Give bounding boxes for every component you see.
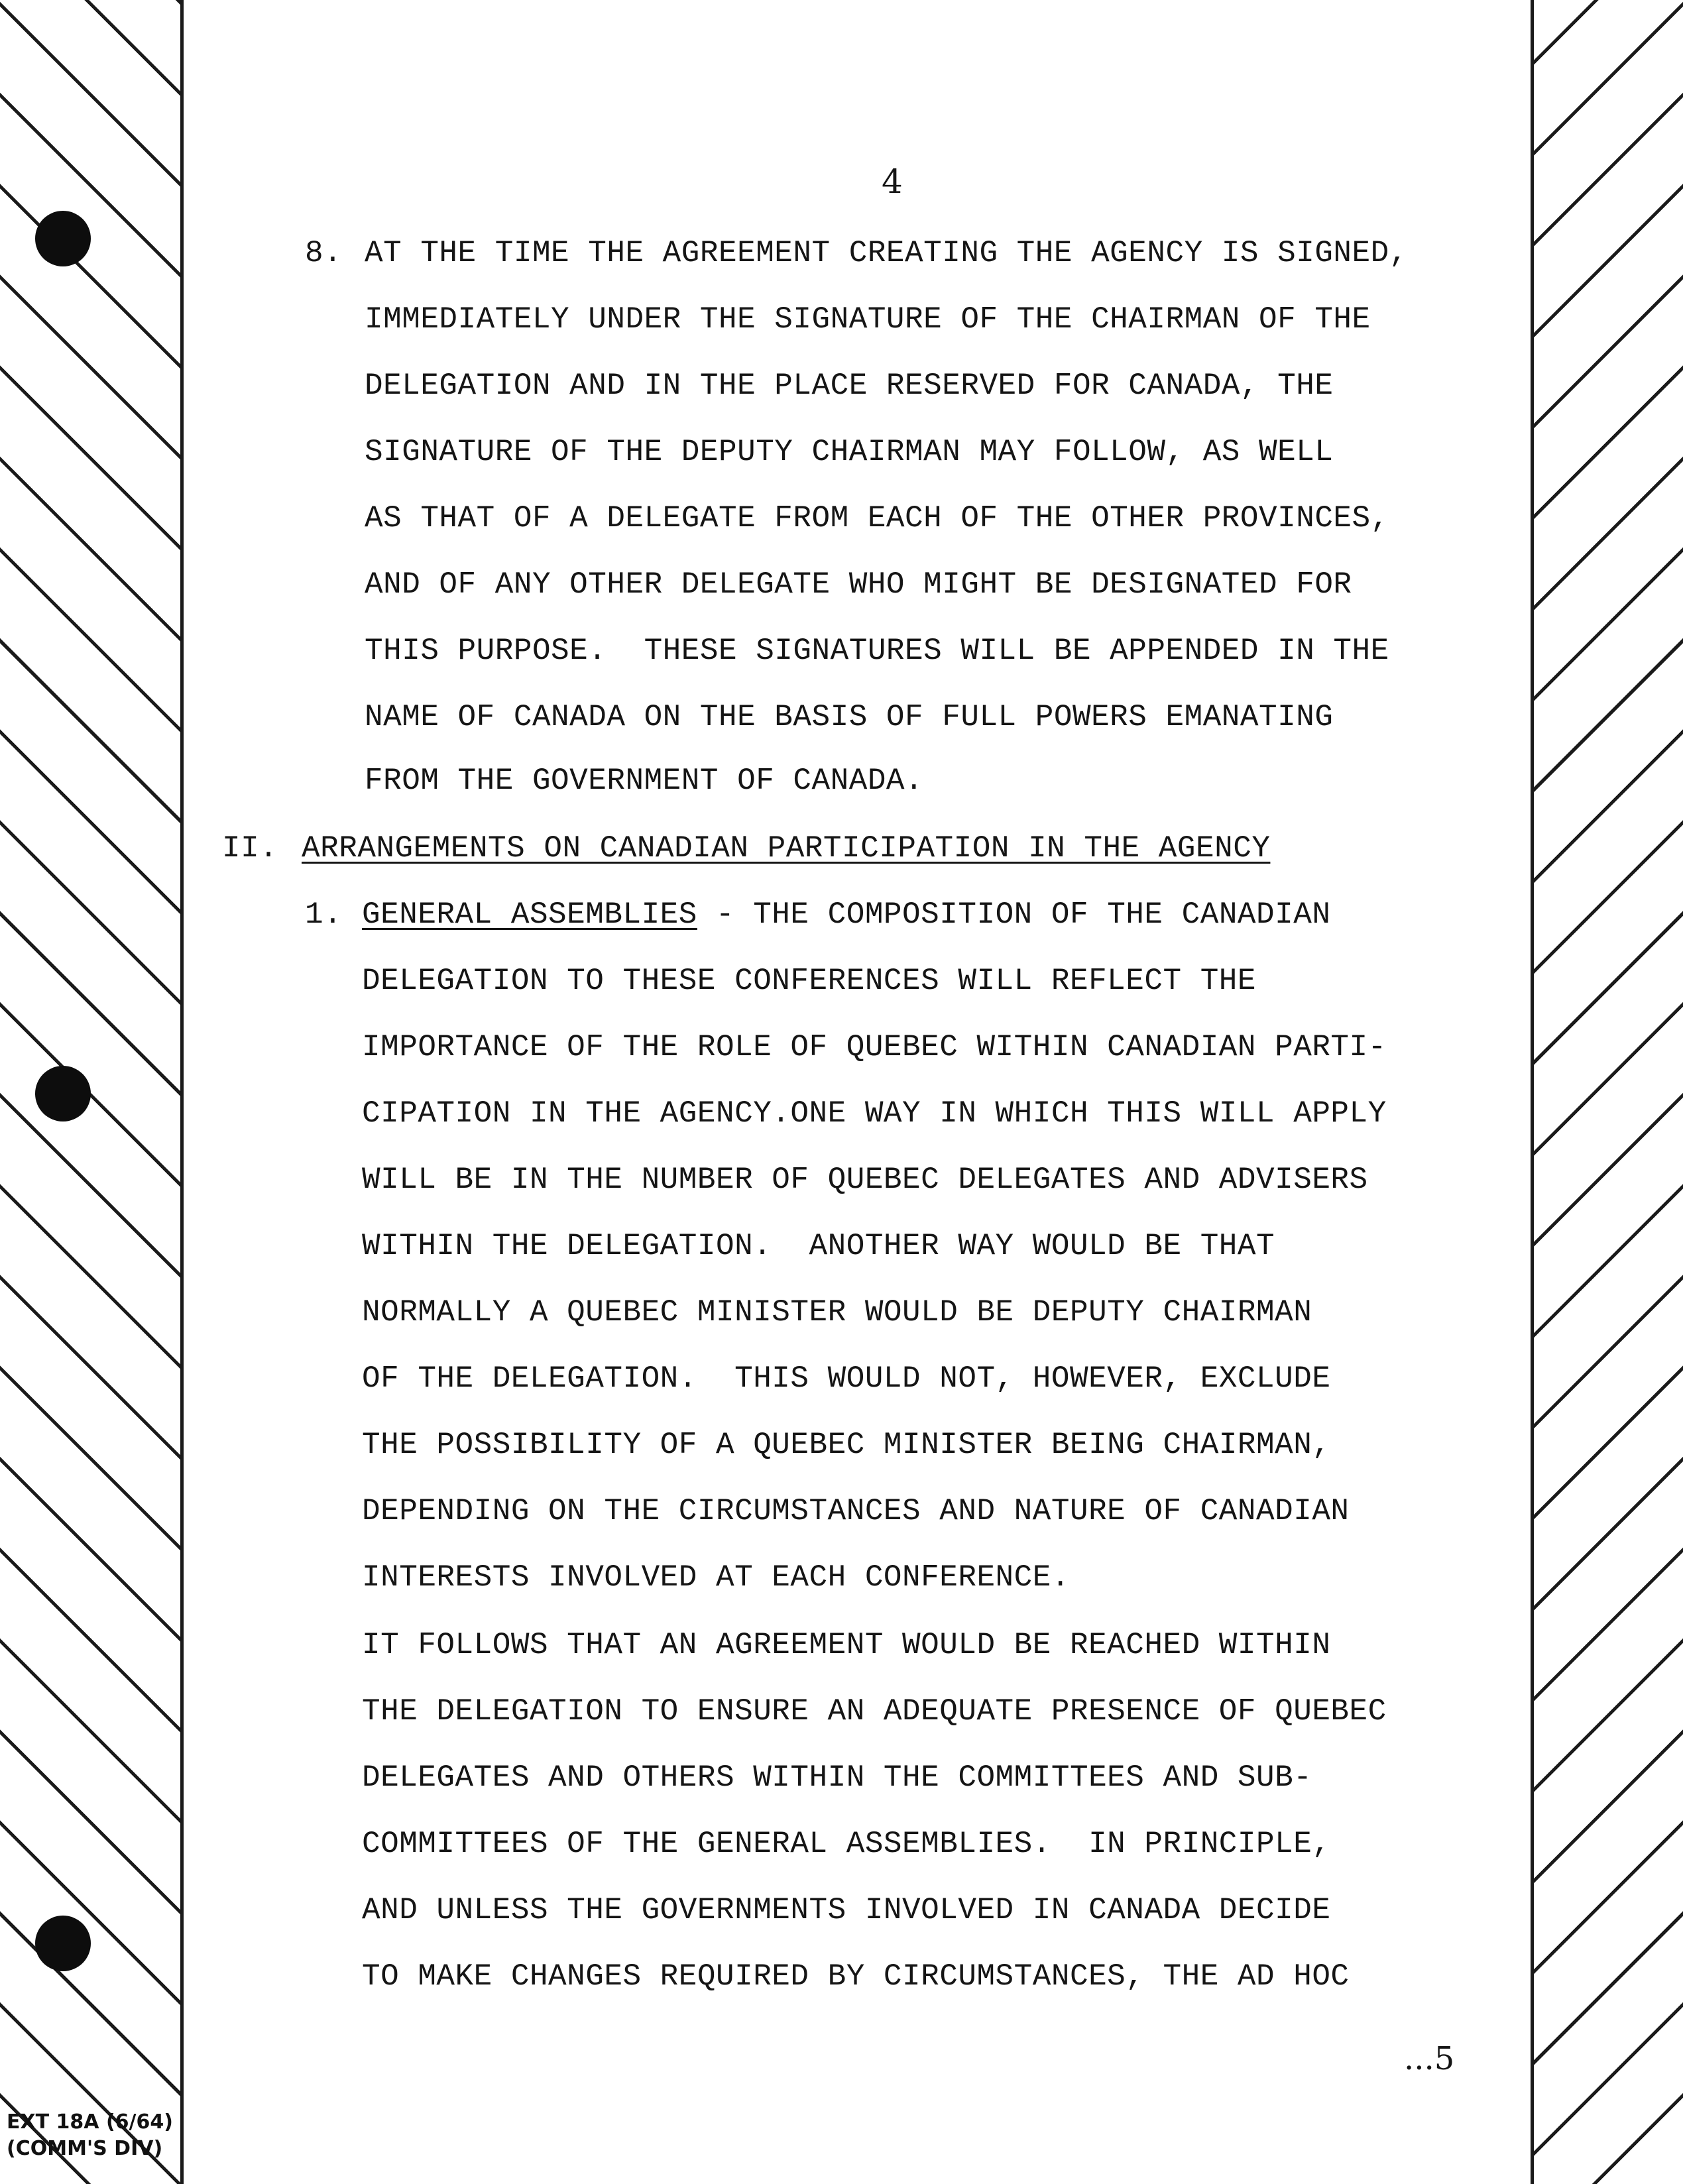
item-8-line: NAME OF CANADA ON THE BASIS OF FULL POWERS EMANATING (365, 700, 1334, 734)
item-1-paragraph-2-line: DELEGATES AND OTHERS WITHIN THE COMMITTEES AND SUB- (362, 1760, 1312, 1795)
item-1-line: DELEGATION TO THESE CONFERENCES WILL REFLECT THE (362, 964, 1257, 998)
form-code-line-1: EXT 18A (6/64) (7, 2110, 173, 2134)
item-8-line: THIS PURPOSE. THESE SIGNATURES WILL BE APPENDED IN THE (365, 634, 1389, 668)
punch-hole-top (35, 211, 91, 266)
form-code (7, 2109, 173, 2162)
item-1-line: WITHIN THE DELEGATION. ANOTHER WAY WOULD BE THAT (362, 1229, 1275, 1263)
item-1-line: THE POSSIBILITY OF A QUEBEC MINISTER BEING CHAIRMAN, (362, 1428, 1331, 1462)
item-8-line: AND OF ANY OTHER DELEGATE WHO MIGHT BE DESIGNATED FOR (365, 567, 1352, 602)
item-8-number: 8. (305, 236, 343, 270)
item-1-paragraph-2-line: TO MAKE CHANGES REQUIRED BY CIRCUMSTANCES, THE AD HOC (362, 1959, 1350, 1994)
item-1-line: IMPORTANCE OF THE ROLE OF QUEBEC WITHIN CANADIAN PARTI- (362, 1030, 1387, 1064)
item-8-line: DELEGATION AND IN THE PLACE RESERVED FOR CANADA, THE (365, 369, 1334, 403)
right-margin-border (1531, 0, 1534, 2184)
punch-hole-bottom (35, 1916, 91, 1971)
continuation-marker: ...5 (1404, 2040, 1455, 2077)
right-margin-hatching (1532, 0, 1683, 2184)
item-8-line: AT THE TIME THE AGREEMENT CREATING THE AGENCY IS SIGNED, (365, 236, 1408, 270)
item-8-line: AS THAT OF A DELEGATE FROM EACH OF THE OTHER PROVINCES, (365, 501, 1389, 536)
left-margin-border (180, 0, 184, 2184)
item-1-line: WILL BE IN THE NUMBER OF QUEBEC DELEGATES AND ADVISERS (362, 1163, 1368, 1197)
item-1-number: 1. (305, 897, 343, 932)
item-8-line: SIGNATURE OF THE DEPUTY CHAIRMAN MAY FOLLOW, AS WELL (365, 435, 1334, 469)
item-1-paragraph-2-line: THE DELEGATION TO ENSURE AN ADEQUATE PRESENCE OF QUEBEC (362, 1694, 1387, 1729)
section-2-number: II. (222, 831, 278, 866)
item-1-paragraph-2-line: COMMITTEES OF THE GENERAL ASSEMBLIES. IN PRINCIPLE, (362, 1827, 1331, 1861)
item-1-line: DEPENDING ON THE CIRCUMSTANCES AND NATURE OF CANADIAN (362, 1494, 1350, 1528)
item-1-first-line-rest: - THE COMPOSITION OF THE CANADIAN (697, 897, 1331, 932)
punch-hole-middle (35, 1066, 91, 1121)
item-1-first-line (362, 895, 1330, 935)
page-number: 4 (882, 162, 903, 201)
section-2-heading: ARRANGEMENTS ON CANADIAN PARTICIPATION IN THE AGENCY (302, 831, 1271, 866)
item-1-line: INTERESTS INVOLVED AT EACH CONFERENCE. (362, 1560, 1070, 1595)
item-1-paragraph-2-line: IT FOLLOWS THAT AN AGREEMENT WOULD BE REACHED WITHIN (362, 1628, 1331, 1662)
item-1-line: NORMALLY A QUEBEC MINISTER WOULD BE DEPUTY CHAIRMAN (362, 1295, 1312, 1330)
item-1-paragraph-2-line: AND UNLESS THE GOVERNMENTS INVOLVED IN CANADA DECIDE (362, 1893, 1331, 1927)
item-1-title: GENERAL ASSEMBLIES (362, 897, 697, 932)
item-1-line: OF THE DELEGATION. THIS WOULD NOT, HOWEVER, EXCLUDE (362, 1361, 1331, 1396)
left-margin-hatching (0, 0, 182, 2184)
form-code-line-2: (COMM'S DIV) (7, 2137, 163, 2160)
item-8-line: FROM THE GOVERNMENT OF CANADA. (365, 764, 924, 798)
item-1-line: CIPATION IN THE AGENCY.ONE WAY IN WHICH THIS WILL APPLY (362, 1096, 1387, 1131)
item-8-line: IMMEDIATELY UNDER THE SIGNATURE OF THE CHAIRMAN OF THE (365, 302, 1371, 337)
